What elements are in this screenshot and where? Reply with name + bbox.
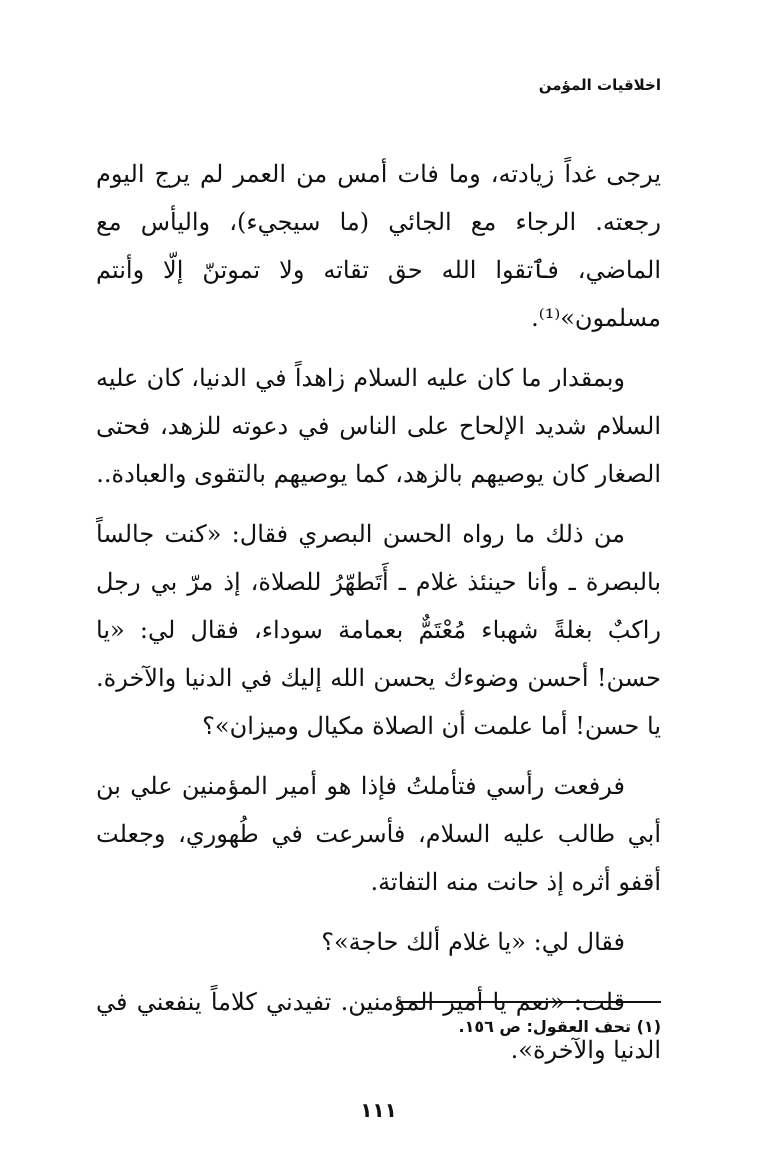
footnote: (١) تحف العقول: ص ١٥٦. bbox=[458, 1017, 661, 1036]
paragraph-4: فرفعت رأسي فتأملتُ فإذا هو أمير المؤمنين علي بن أبي طالب عليه السلام، فأسرعت في طُهوري، وجعلت أقفو أثره إذ حانت منه التفاتة. bbox=[96, 772, 661, 896]
paragraph-6: قلت: «نعم يا أمير المؤمنين. تفيدني كلاماً ينفعني في الدنيا والآخرة». bbox=[96, 988, 661, 1064]
page-number: ١١١ bbox=[360, 1098, 397, 1122]
paragraph-5: فقال لي: «يا غلام ألك حاجة»؟ bbox=[321, 928, 625, 956]
body-text bbox=[96, 150, 661, 1086]
paragraph-3: من ذلك ما رواه الحسن البصري فقال: «كنت جالساً بالبصرة ـ وأنا حينئذ غلام ـ أَتَطهّرُ للصلاة، إذ مرّ بي رجل راكبٌ بغلةً شهباء مُعْتَمٌّ بعمامة سوداء، فقال لي: «يا حسن! أحسن وضوءك يحسن الله إليك في الدنيا والآخرة. يا حسن! أما علمت أن الصلاة مكيال وميزان»؟ bbox=[96, 520, 661, 740]
paragraph-2: وبمقدار ما كان عليه السلام زاهداً في الدنيا، كان عليه السلام شديد الإلحاح على الناس في دعوته للزهد، فحتى الصغار كان يوصيهم بالزهد، كما يوصيهم بالتقوى والعبادة.. bbox=[96, 364, 661, 488]
footnote-divider bbox=[399, 1001, 661, 1003]
paragraph-1: يرجى غداً زيادته، وما فات أمس من العمر لم يرج اليوم رجعته. الرجاء مع الجائي (ما سيجيء)، واليأس مع الماضي، فٱتقوا الله حق تقاته ولا تموتنّ إلّا وأنتم مسلمون»⁽¹⁾. bbox=[96, 160, 661, 332]
running-header: اخلاقيات المؤمن bbox=[538, 76, 661, 94]
